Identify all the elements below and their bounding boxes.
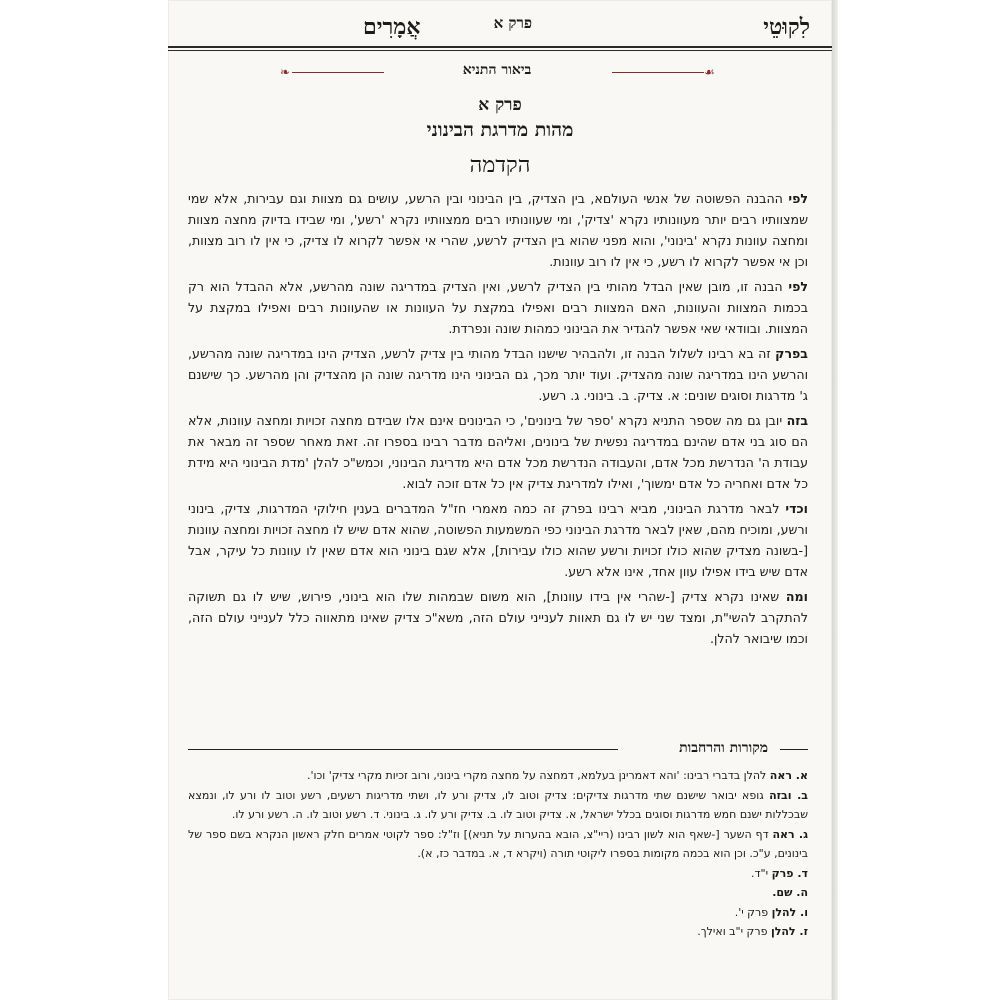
paragraph-text: הבנה זו, מובן שאין הבדל מהותי בין הצדיק לרשע, ואין הצדיק במדריגה שונה מהרשע, אלא ההבדל הוא רק בכמות המצוות והעוונות, האם המצוות רבים ואפילו במקצת על העוונות או שהעוונות רבים ואפילו במקצת על המצוות. ובוודאי שאי אפשר להגדיר את הבינוני כמהות שונה ונפרדת. <box>188 279 808 336</box>
footnote <box>188 766 808 786</box>
sources-rule-right <box>780 749 808 750</box>
footnote-text: להלן בדברי רבינו: 'והא דאמרינן בעלמא, דמחצה על מחצה מקרי בינוני, ורוב זכיות מקרי צדיק' וכו'. <box>306 769 770 782</box>
book-page <box>168 0 832 1000</box>
paragraph <box>188 276 808 339</box>
header-book-subtitle: אֲמָרִים <box>363 14 421 40</box>
footnote <box>188 864 808 884</box>
footnote-key: ה. שם. <box>772 886 808 899</box>
header-rule <box>168 46 832 48</box>
header-chapter: פרק א <box>493 14 532 32</box>
paragraph-text: שאינו נקרא צדיק [-שהרי אין בידו עוונות], הוא משום שבמהות שלו הוא בינוני, פירוש, שיש לו גם תשוקה להתקרב להשי"ת, ומצד שני יש לו גם תאוות לענייני עולם הזה, משא"כ צדיק שאינו מתאווה כלל לענייני עולם הזה, וכמו שיבואר להלן. <box>188 589 808 646</box>
footnote <box>188 786 808 825</box>
paragraph-lead: בזה <box>786 413 808 428</box>
footnote-text: גופא יבואר שישנם שתי מדרגות צדיקים: צדיק וטוב לו, צדיק ורע לו, ושתי מדריגות רשעים, רשע וטוב לו ורע לו, ונמצא שבכללות ישנם חמש מדרגות וסוגים בכלל ישראל, א. צדיק וטוב לו. ב. צדיק ורע לו. ג. בינוני. ד. רשע וטוב לו. ה. רשע ורע לו. <box>188 788 808 821</box>
paragraph <box>188 586 808 649</box>
footnote-key: ו. להלן <box>771 905 808 919</box>
footnote-key: ג. ראה <box>772 827 808 841</box>
paragraph-text: יובן גם מה שספר התניא נקרא 'ספר של בינונים', כי הבינונים אינם אלו שבידם מחצה זכויות ומחצה עוונות, אלא הם סוג בני אדם שהינם במדריגה נפשית של בינונים, ואליהם מדבר רבינו בספרו זה. זאת מאחר שספר זה מבאר את עבודת ה' הנדרשת מכל אדם, והעבודה הנדרשת מכל אדם היא מדריגת הבינוני, וכמש"כ להלן 'מדת הבינוני היא מידת כל אדם ואחריה כל אדם ימשוך', ואילו למדריגת צדיק אין כל אדם זוכה לבוא. <box>188 413 808 491</box>
sources-heading <box>188 738 808 760</box>
ornament-right-icon: ☙ <box>704 65 715 79</box>
section-box-title: ביאור התניא <box>462 62 532 78</box>
footnote <box>188 825 808 864</box>
footnote-key: א. ראה <box>769 769 808 782</box>
intro-heading: הקדמה <box>469 153 531 178</box>
footnote-text: דף השער [-שאף הוא לשון רבינו (ריי"צ, הובא בהערות על תניא)] וז"ל: ספר לקוטי אמרים חלק ראשון הנקרא בשם ספר של בינונים, ע"כ. וכן הוא בכמה מקומות בספרו ליקוטי תורה (ויקרא ד, א. במדבר כז, א). <box>188 827 808 860</box>
footnote-text: פרק י"ב ואילך. <box>697 925 771 938</box>
paragraph-lead: ומה <box>785 589 808 604</box>
paragraph-text: זה בא רבינו לשלול הבנה זו, ולהבהיר שישנו הבדל מהותי בין צדיק לרשע, הצדיק הינו במדריגה שונה מהרשע, והרשע הינו במדריגה שונה מהצדיק. ועוד יותר מכך, גם הבינוני הינו מדריגה שונה הן מהצדיק והן מהרשע. כך שישנם ג' מדרגות וסוגים שונים: א. צדיק. ב. בינוני. ג. רשע. <box>188 346 808 403</box>
paragraph-text: לבאר מדרגת הבינוני, מביא רבינו בפרק זה כמה מאמרי חז"ל המדברים בענין חילוקי המדרגות, צדיק, בינוני ורשע, ומוכיח מהם, שאין לבאר מדרגת הבינוני כפי המשמעות הפשוטה, שהוא אדם שיש לו מחצה זכויות ומחצה עוונות [-בשונה מצדיק שהוא כולו זכויות ורשע שהוא כולו עבירות], אלא שגם בינוני הוא אדם שאין לו עוונות כל עיקר, אבל אדם שיש בידו אפילו עוון אחד, אינו אלא רשע. <box>188 501 808 579</box>
footnote <box>188 922 808 942</box>
running-header <box>168 0 832 42</box>
footnote-text: פרק י'. <box>734 905 772 919</box>
footnote-key: ב. ובזה <box>769 788 808 802</box>
footnote <box>188 883 808 903</box>
decorative-line-right <box>612 72 704 73</box>
footnote <box>188 903 808 923</box>
sources-heading-label: מקורות והרחבות <box>679 740 768 756</box>
paragraph-lead: בפרק <box>775 346 808 361</box>
page-spine <box>832 0 838 1000</box>
paragraph <box>188 498 808 582</box>
header-book-title: לִקוּטֵי <box>763 14 810 40</box>
footnote-key: ד. פרק <box>771 866 808 880</box>
paragraph-lead: לפי <box>788 279 808 294</box>
main-text <box>188 188 808 653</box>
chapter-subject: מהות מדרגת הבינוני <box>426 119 574 141</box>
paragraph <box>188 188 808 272</box>
sources-rule-left <box>188 749 618 750</box>
paragraph-text: ההבנה הפשוטה של אנשי העולםא, בין הצדיק, בין הבינוני ובין הרשע, עושים גם מצוות וגם עבירות, אלא שמי שמצוותיו רבים יותר מעוונותיו נקרא 'צדיק', ומי שעוונותיו רבים ממצוותיו נקרא 'רשע', ומי שבידו בדיוק מחצה מצוות ומחצה עוונות נקרא 'בינוני', והוא מפני שהוא בין הצדיק לרשע, שהרי אי אפשר לקרוא לו צדיק, כי אין לו רוב מצוות, וכן אי אפשר לקרוא לו רשע, כי אין לו רוב עוונות. <box>188 191 808 269</box>
paragraph <box>188 343 808 406</box>
chapter-title: פרק א <box>478 95 522 115</box>
paragraph <box>188 410 808 494</box>
footnotes <box>188 766 808 942</box>
footnote-text: י"ד. <box>751 866 772 880</box>
ornament-left-icon: ❧ <box>280 65 291 79</box>
footnote-key: ז. להלן <box>770 925 808 938</box>
paragraph-lead: וכדי <box>785 501 808 516</box>
header-rule-thin <box>168 50 832 51</box>
paragraph-lead: לפי <box>788 191 808 206</box>
